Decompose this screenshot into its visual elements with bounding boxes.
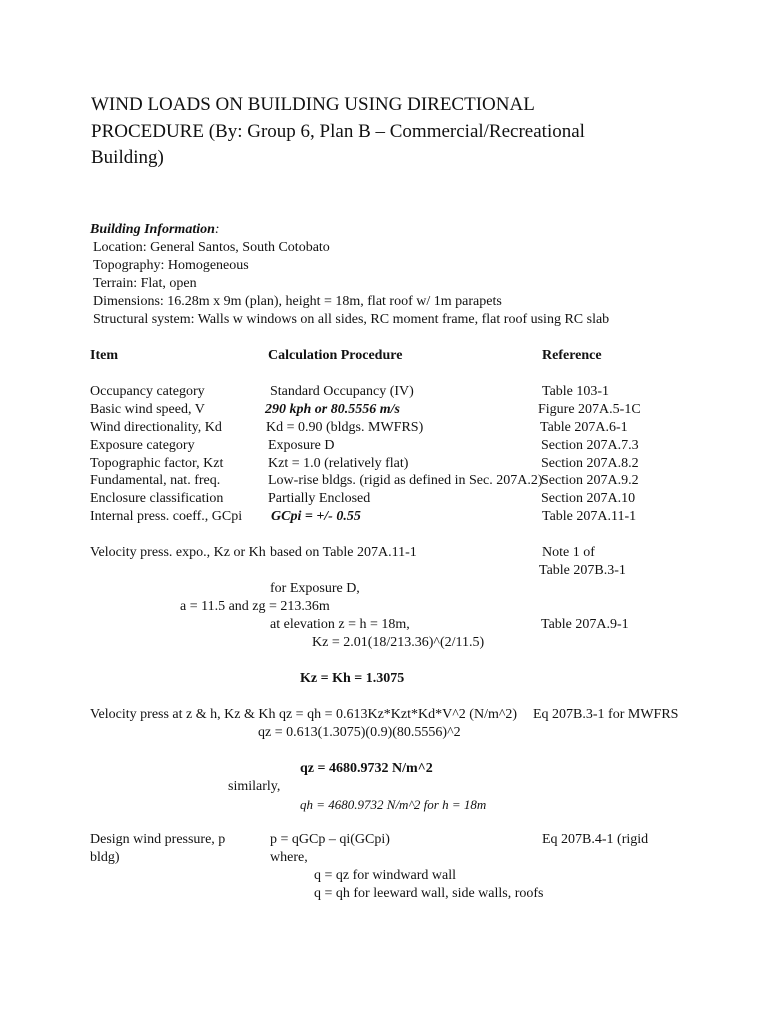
at-elevation-text: at elevation z = h = 18m, <box>270 617 410 632</box>
row-procedure: Kzt = 1.0 (relatively flat) <box>268 456 409 471</box>
row-item: Basic wind speed, V <box>90 402 205 417</box>
row-item: Enclosure classification <box>90 491 224 506</box>
row-reference: Section 207A.8.2 <box>541 456 639 471</box>
row-item: Internal press. coeff., GCpi <box>90 509 243 524</box>
similarly-text: similarly, <box>228 779 281 794</box>
row-item: Wind directionality, Kd <box>90 420 222 435</box>
a-zg-values: a = 11.5 and zg = 213.36m <box>180 599 330 614</box>
design-pressure-reference: Eq 207B.4-1 (rigid <box>542 832 649 847</box>
row-procedure: Kd = 0.90 (bldgs. MWFRS) <box>266 420 424 435</box>
velocity-expo-ref-2: Table 207B.3-1 <box>539 563 626 578</box>
header-item: Item <box>90 348 118 363</box>
row-item: Occupancy category <box>90 384 205 399</box>
velocity-expo-ref-1: Note 1 of <box>542 545 595 560</box>
title-line-3: Building) <box>91 147 164 168</box>
design-pressure-formula: p = qGCp – qi(GCpi) <box>270 832 390 847</box>
for-exposure-text: for Exposure D, <box>270 581 360 596</box>
q-leeward-text: q = qh for leeward wall, side walls, roofs <box>314 886 544 901</box>
row-reference: Section 207A.10 <box>541 491 636 506</box>
velocity-expo-procedure: based on Table 207A.11-1 <box>270 545 417 560</box>
title-line-1: WIND LOADS ON BUILDING USING DIRECTIONAL <box>91 94 535 115</box>
row-item: Exposure category <box>90 438 195 453</box>
kz-result: Kz = Kh = 1.3075 <box>300 671 405 686</box>
row-procedure: Low-rise bldgs. (rigid as defined in Sec. 207A.2) <box>268 473 543 488</box>
design-pressure-item-2: bldg) <box>90 850 120 865</box>
row-reference: Table 103-1 <box>542 384 610 399</box>
building-info-terrain: Terrain: Flat, open <box>93 276 197 291</box>
building-info-dimensions: Dimensions: 16.28m x 9m (plan), height = 18m, flat roof w/ 1m parapets <box>93 294 502 309</box>
velocity-expo-item: Velocity press. expo., Kz or Kh <box>90 545 266 560</box>
kz-formula: Kz = 2.01(18/213.36)^(2/11.5) <box>312 635 485 650</box>
velocity-press-reference: Eq 207B.3-1 for MWFRS <box>533 707 679 722</box>
velocity-press-item <box>90 706 517 724</box>
qh-result: qh = 4680.9732 N/m^2 for h = 18m <box>300 797 487 812</box>
building-info-topography: Topography: Homogeneous <box>93 258 249 273</box>
row-reference: Section 207A.7.3 <box>541 438 639 453</box>
row-reference: Figure 207A.5-1C <box>538 402 641 417</box>
row-item: Topographic factor, Kzt <box>90 456 224 471</box>
qz-result: qz = 4680.9732 N/m^2 <box>300 761 433 776</box>
row-reference: Table 207A.6-1 <box>540 420 628 435</box>
building-info-location: Location: General Santos, South Cotobato <box>93 240 330 255</box>
velocity-press-substituted: qz = 0.613(1.3075)(0.9)(80.5556)^2 <box>258 725 461 740</box>
header-procedure: Calculation Procedure <box>268 348 403 363</box>
header-reference: Reference <box>542 348 602 363</box>
where-text: where, <box>270 850 308 865</box>
row-procedure: Exposure D <box>268 438 335 453</box>
row-reference: Section 207A.9.2 <box>541 473 639 488</box>
building-info-heading-text: Building Information <box>90 222 215 237</box>
building-info-structural-system: Structural system: Walls w windows on all sides, RC moment frame, flat roof using RC slab <box>93 312 610 327</box>
q-windward-text: q = qz for windward wall <box>314 868 457 883</box>
row-procedure: Partially Enclosed <box>268 491 371 506</box>
row-reference: Table 207A.11-1 <box>542 509 637 524</box>
design-pressure-item-1: Design wind pressure, p <box>90 832 226 847</box>
title-line-2: PROCEDURE (By: Group 6, Plan B – Commercial/Recreational <box>91 120 585 142</box>
building-info-heading-colon: : <box>214 222 220 237</box>
row-procedure: 290 kph or 80.5556 m/s <box>265 402 400 417</box>
velocity-press-item-label: Velocity press at z & h, Kz & Kh <box>90 707 276 722</box>
building-info-heading <box>90 221 220 239</box>
velocity-press-formula: qz = qh = 0.613Kz*Kzt*Kd*V^2 (N/m^2) <box>278 707 518 722</box>
document-title <box>91 92 691 172</box>
at-elevation-ref: Table 207A.9-1 <box>541 617 629 632</box>
row-item: Fundamental, nat. freq. <box>90 473 221 488</box>
row-procedure: GCpi = +/- 0.55 <box>271 509 361 524</box>
row-procedure: Standard Occupancy (IV) <box>270 384 414 399</box>
